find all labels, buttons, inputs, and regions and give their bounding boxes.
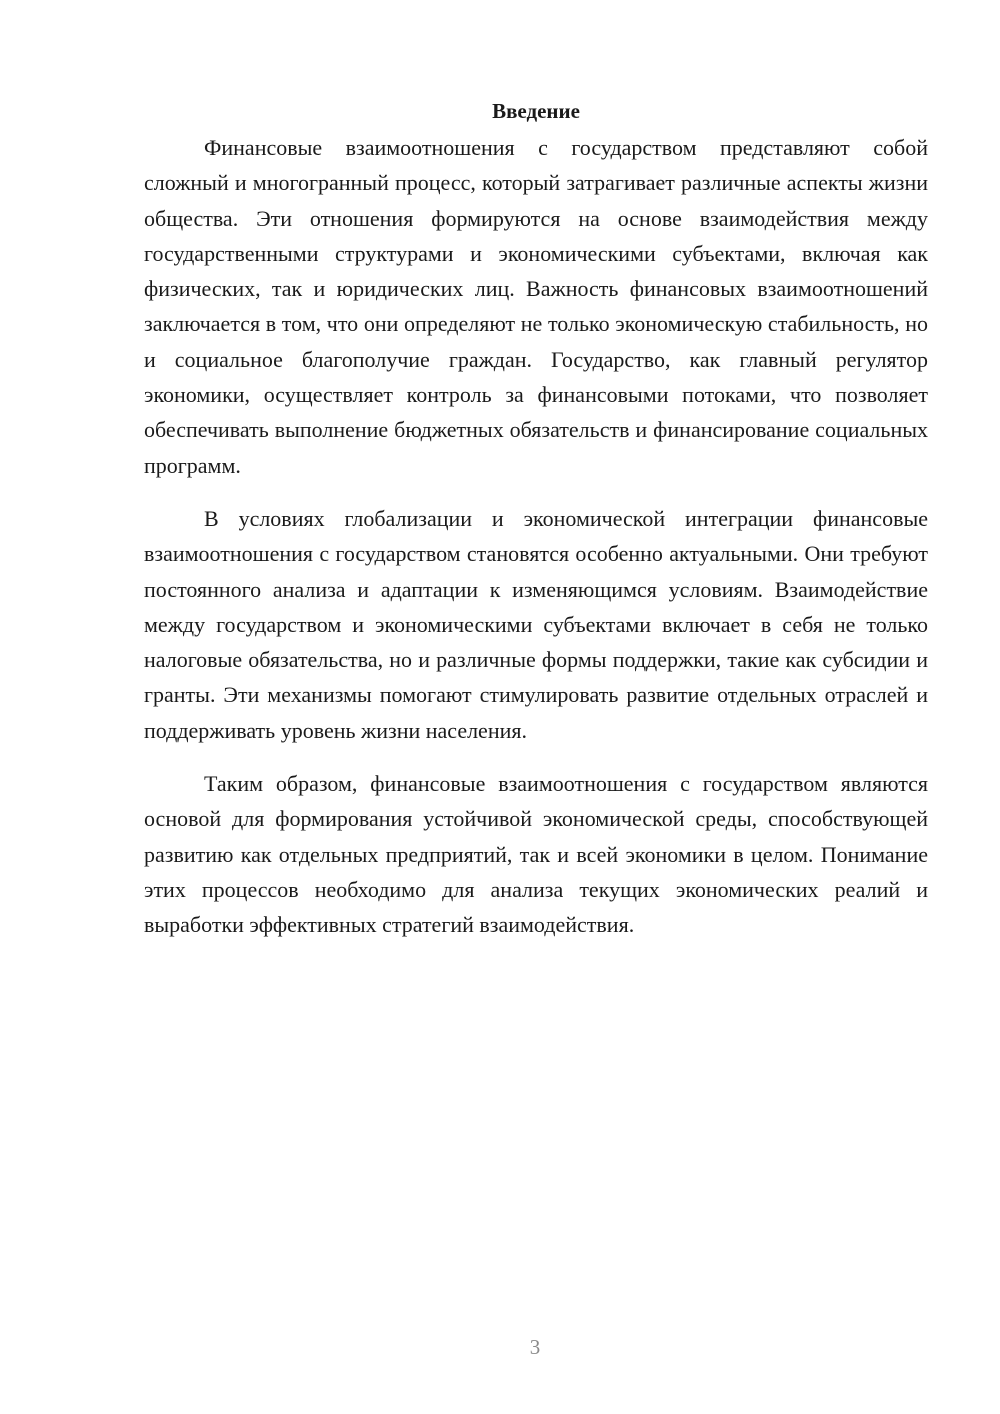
paragraph-2: В условиях глобализации и экономической интеграции финансовые взаимоотношения с государством становятся особенно актуальными. Они требуют постоянного анализа и адаптации к изменяющимся условиям. Взаимодействие между государством и экономическими субъектами включает в себя не только налоговые обязательства, но и различные формы поддержки, такие как субсидии и гранты. Эти механизмы помогают стимулировать развитие отдельных отраслей и поддерживать уровень жизни населения. xyxy=(144,505,928,743)
paragraph-1: Финансовые взаимоотношения с государством представляют собой сложный и многогранный процесс, который затрагивает различные аспекты жизни общества. Эти отношения формируются на основе взаимодействия между государственными структурами и экономическими субъектами, включая как физических, так и юридических лиц. Важность финансовых взаимоотношений заключается в том, что они определяют не только экономическую стабильность, но и социальное благополучие граждан. Государство, как главный регулятор экономики, осуществляет контроль за финансовыми потоками, что позволяет обеспечивать выполнение бюджетных обязательств и финансирование социальных программ. xyxy=(144,135,928,478)
page-number: 3 xyxy=(529,1335,541,1359)
page-content xyxy=(144,96,928,943)
section-heading: Введение xyxy=(492,99,580,123)
paragraph-3: Таким образом, финансовые взаимоотношения с государством являются основой для формирования устойчивой экономической среды, способствующей развитию как отдельных предприятий, так и всей экономики в целом. Понимание этих процессов необходимо для анализа текущих экономических реалий и выработки эффективных стратегий взаимодействия. xyxy=(144,771,928,938)
